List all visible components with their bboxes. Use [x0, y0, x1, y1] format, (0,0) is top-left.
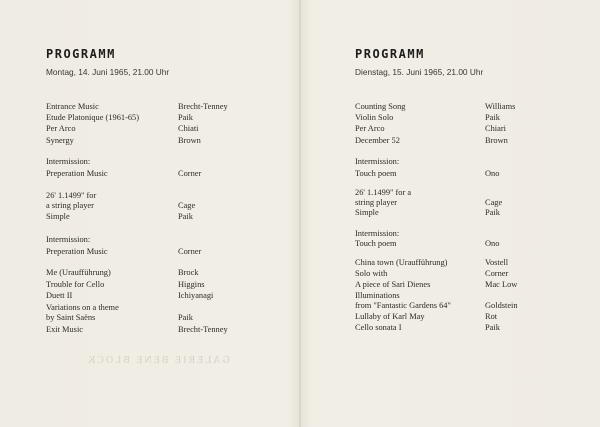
work-title: Lullaby of Karl May	[355, 312, 425, 321]
composer-name: Paik	[485, 208, 500, 217]
work-title: Violin Solo	[355, 113, 394, 122]
work-title: Intermission:	[46, 235, 91, 244]
work-title: Entrance Music	[46, 102, 99, 111]
composer-name: Paik	[178, 313, 193, 322]
work-title: Preperation Music	[46, 169, 108, 178]
work-title: Simple	[355, 208, 379, 217]
composer-name: Higgins	[178, 280, 205, 289]
work-title: Me (Uraufführung)	[46, 268, 111, 277]
work-title: Counting Song	[355, 102, 406, 111]
program-title: PROGRAMM	[46, 47, 116, 61]
work-title: Illuminations	[355, 291, 400, 300]
composer-name: Paik	[178, 212, 193, 221]
program-date: Montag, 14. Juni 1965, 21.00 Uhr	[46, 67, 170, 77]
work-title: Etude Platonique (1961-65)	[46, 113, 140, 122]
work-title: Simple	[46, 212, 70, 221]
work-title: from "Fantastic Gardens 64"	[355, 301, 451, 310]
program-title: PROGRAMM	[355, 47, 425, 61]
composer-name: Brecht-Tenney	[178, 102, 228, 111]
work-title: Intermission:	[46, 157, 91, 166]
composer-name: Williams	[485, 102, 516, 111]
work-title: Synergy	[46, 136, 74, 145]
composer-name: Ichiyanagi	[178, 291, 214, 300]
work-title: Duett II	[46, 291, 73, 300]
work-title: by Saint Saëns	[46, 313, 96, 322]
work-title: Intermission:	[355, 229, 400, 238]
composer-name: Vostell	[485, 258, 509, 267]
work-title: Touch poem	[355, 169, 397, 178]
composer-name: Cage	[178, 201, 196, 210]
composer-name: Goldstein	[485, 301, 518, 310]
work-title: Solo with	[355, 269, 388, 278]
work-title: a string player	[46, 201, 94, 210]
composer-name: Ono	[485, 169, 500, 178]
show-through-gallery-name: GALERIE BENE BLOCK	[86, 355, 230, 366]
composer-name: Brown	[178, 136, 201, 145]
work-title: Exit Music	[46, 325, 83, 334]
work-title: Preperation Music	[46, 247, 108, 256]
work-title: Cello sonata I	[355, 323, 402, 332]
work-title: Trouble for Cello	[46, 280, 105, 289]
composer-name: Chiati	[178, 124, 199, 133]
composer-name: Corner	[178, 247, 202, 256]
composer-name: Corner	[178, 169, 202, 178]
work-title: Touch poem	[355, 239, 397, 248]
program-date: Dienstag, 15. Juni 1965, 21.00 Uhr	[355, 67, 484, 77]
center-fold	[299, 0, 301, 427]
composer-name: Paik	[178, 113, 193, 122]
work-title: 26' 1.1499" for	[46, 191, 97, 200]
work-title: Variations on a theme	[46, 303, 119, 312]
work-title: A piece of Sari Dienes	[355, 280, 431, 289]
composer-name: Chiari	[485, 124, 506, 133]
composer-name: Brecht-Tenney	[178, 325, 228, 334]
composer-name: Paik	[485, 113, 500, 122]
work-title: string player	[355, 198, 398, 207]
composer-name: Rot	[485, 312, 498, 321]
work-title: Intermission:	[355, 157, 400, 166]
composer-name: Ono	[485, 239, 500, 248]
work-title: China town (Uraufführung)	[355, 258, 448, 267]
composer-name: Corner	[485, 269, 509, 278]
composer-name: Paik	[485, 323, 500, 332]
composer-name: Cage	[485, 198, 503, 207]
composer-name: Brock	[178, 268, 199, 277]
work-title: December 52	[355, 136, 400, 145]
work-title: Per Arco	[46, 124, 76, 133]
work-title: Per Arco	[355, 124, 385, 133]
composer-name: Brown	[485, 136, 508, 145]
work-title: 26' 1.1499" for a	[355, 188, 412, 197]
composer-name: Mac Low	[485, 280, 518, 289]
